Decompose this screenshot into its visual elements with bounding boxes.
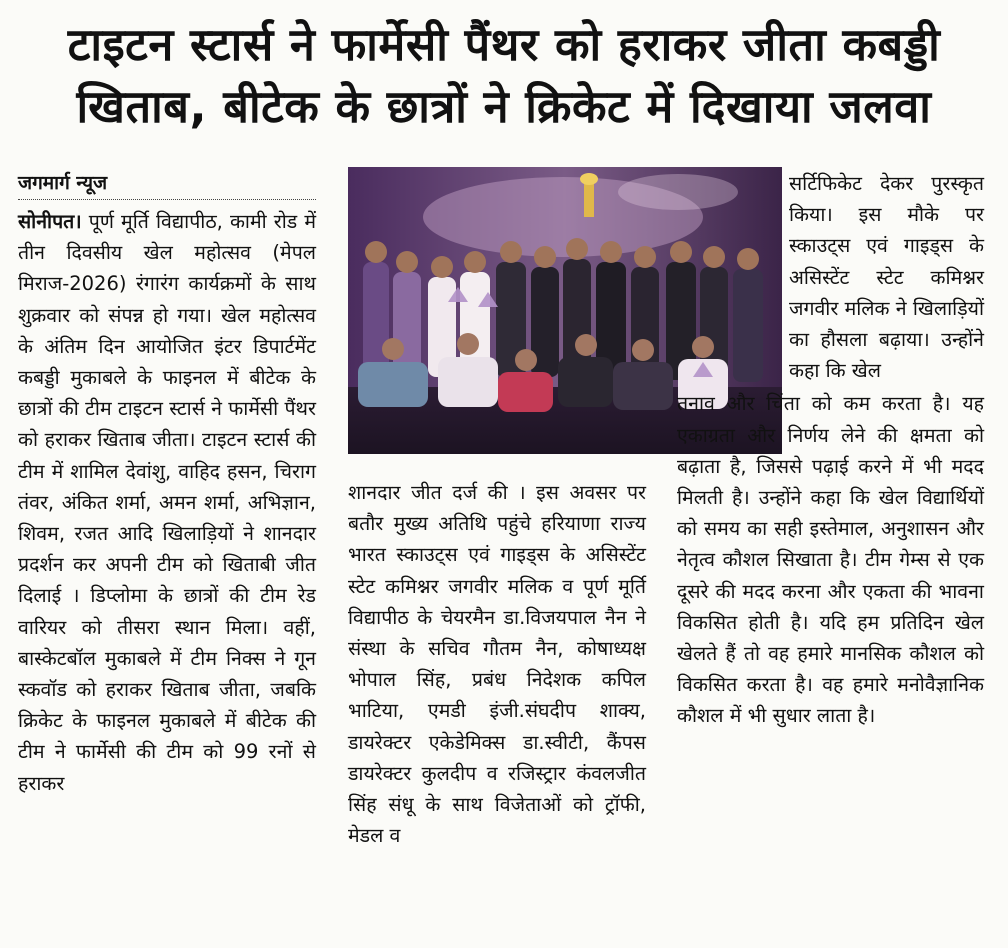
byline: जगमार्ग न्यूज	[18, 168, 316, 200]
article-column-3	[677, 168, 984, 732]
column-1-body	[18, 206, 316, 799]
column-3-top-text: सर्टिफिकेट देकर पुरस्कृत किया। इस मौके पर स्काउट्स एवं गाइड्स के असिस्टेंट स्टेट कमिश्नर जगवीर मलिक ने खिलाड़ियों का हौसला बढ़ाया। उन्होंने कहा कि खेल	[789, 172, 984, 383]
headline	[0, 14, 1008, 138]
headline-line-2: खिताब, बीटेक के छात्रों ने क्रिकेट में दिखाया जलवा	[76, 80, 932, 133]
article-column-1	[18, 168, 316, 799]
dateline: सोनीपत।	[18, 210, 82, 233]
article-column-2	[348, 477, 646, 851]
column-1-text: पूर्ण मूर्ति विद्यापीठ, कामी रोड में तीन दिवसीय खेल महोत्सव (मेपल मिराज-2026) रंगारंग कार्यक्रमों के साथ शुक्रवार को संपन्न हो गया। खेल महोत्सव के अंतिम दिन आयोजित इंटर डिपार्टमेंट कबड्डी मुकाबले के फाइनल में बीटेक के छात्रों की टीम टाइटन स्टार्स ने फार्मेसी पैंथर को हराकर खिताब जीता। टाइटन स्टार्स की टीम में शामिल देवांशु, वाहिद हसन, चिराग तंवर, अंकित शर्मा, अमन शर्मा, अभिज्ञान, शिवम, रजत आदि खिलाड़ियों ने शानदार प्रदर्शन कर अपनी टीम को खिताबी जीत दिलाई । डिप्लोमा के छात्रों की टीम रेड वारियर को तीसरा स्थान मिला। वहीं, बास्केटबॉल मुकाबले में टीम निक्स ने गून स्कवॉड को हराकर खिताब जीता, जबकि क्रिकेट के फाइनल मुकाबले में बीटेक की टीम ने फार्मेसी की टीम को 99 रनों से हराकर	[18, 210, 316, 795]
column-3-bottom-text: तनाव और चिंता को कम करता है। यह एकाग्रता और निर्णय लेने की क्षमता को बढ़ाता है, जिससे पढ़ाई करने में भी मदद मिलती है। उन्होंने कहा कि खेल विद्यार्थियों को समय का सही इस्तेमाल, अनुशासन और नेतृत्व कौशल सिखाता है। टीम गेम्स से एक दूसरे की मदद करना और एकता की भावना विकसित होती है। यदि हम प्रतिदिन खेल खेलते हैं तो वह हमारे मानसिक कौशल को विकसित करता है। वह हमारे मनोवैज्ञानिक कौशल में भी सुधार लाता है।	[677, 392, 984, 728]
headline-line-1: टाइटन स्टार्स ने फार्मेसी पैंथर को हराकर जीता कबड्डी	[67, 18, 941, 71]
column-2-text: शानदार जीत दर्ज की । इस अवसर पर बतौर मुख्य अतिथि पहुंचे हरियाणा राज्य भारत स्काउट्स एवं गाइड्स के असिस्टेंट स्टेट कमिश्नर जगवीर मलिक व पूर्ण मूर्ति विद्यापीठ के चेयरमैन डा.विजयपाल नैन ने संस्था के सचिव गौतम नैन, कोषाध्यक्ष भोपाल सिंह, प्रबंध निदेशक कपिल भाटिया, एमडी इंजी.संघदीप शाक्य, डायरेक्टर एकेडेमिक्स डा.स्वीटी, कैंपस डायरेक्टर कुलदीप व रजिस्ट्रार कंवलजीत सिंह संधू के साथ विजेताओं को ट्रॉफी, मेडल व	[348, 481, 646, 848]
